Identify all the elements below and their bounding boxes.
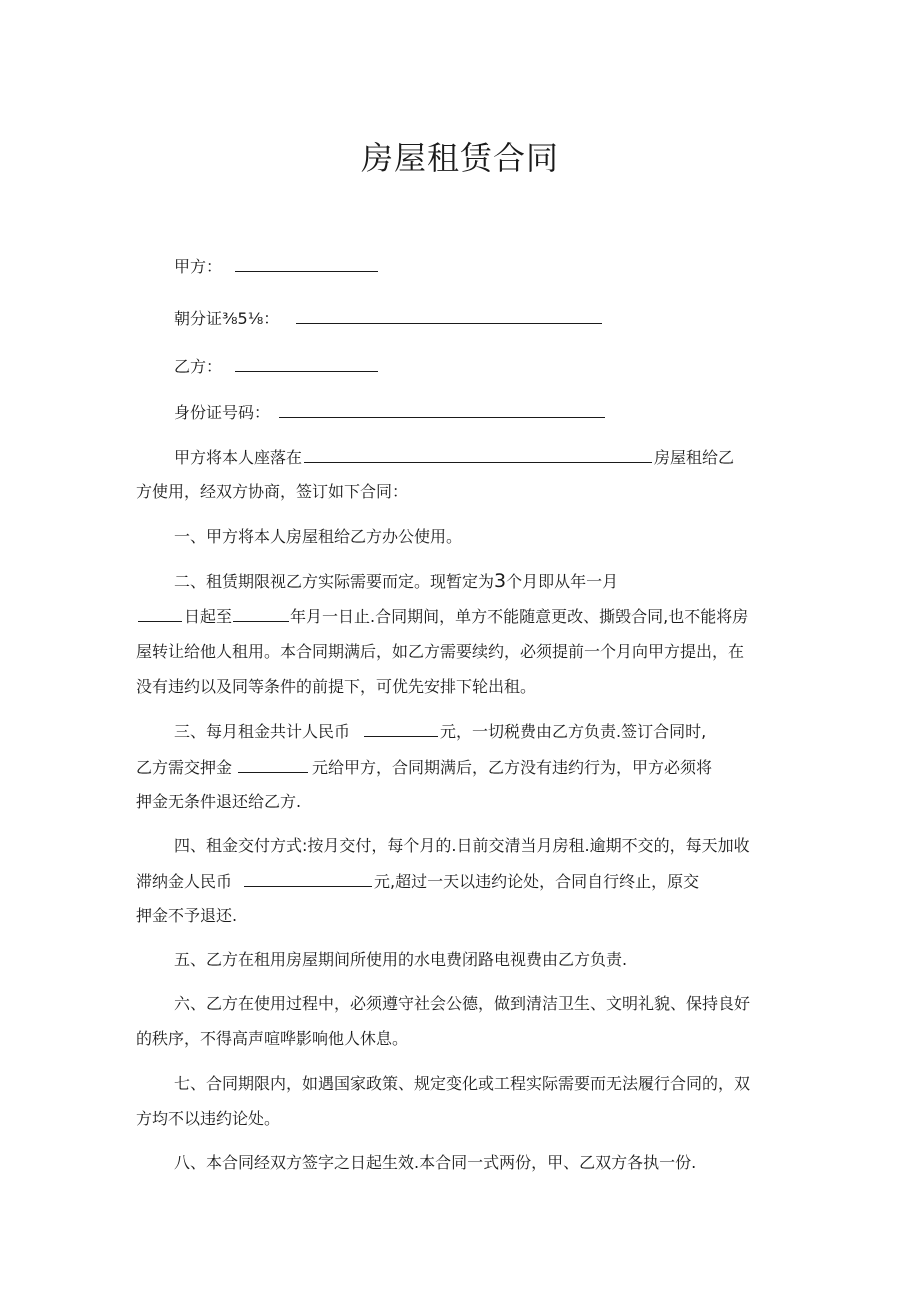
clause-3-line-3: 押金无条件退还给乙方. <box>136 792 302 811</box>
party-b-id-label: 身份证号码： <box>174 403 271 422</box>
clause-2-text-1: 二、租赁期限视乙方实际需要而定。现暂定为 <box>174 572 495 591</box>
party-a-id-blank <box>296 307 602 324</box>
clause-2-line-4: 没有违约以及同等条件的前提下，可优先安排下轮出租。 <box>136 677 537 696</box>
deposit-blank <box>238 756 308 773</box>
clause-6-line-1: 六、乙方在使用过程中，必须遵守社会公德，做到清洁卫生、文明礼貌、保持良好 <box>174 994 751 1013</box>
clause-3-line-2 <box>136 756 712 779</box>
clause-2-line-1 <box>174 570 618 593</box>
clause-3-text-1: 三、每月租金共计人民币 <box>174 722 351 741</box>
clause-2-text-2: 个月即从年一月 <box>506 572 619 591</box>
end-date-blank <box>233 605 289 622</box>
clause-4-line-2 <box>136 870 699 893</box>
document-title: 房屋租赁合同 <box>360 139 559 177</box>
clause-8: 八、本合同经双方签字之日起生效.本合同一式两份，甲、乙双方各执一份. <box>174 1153 697 1172</box>
intro-address-blank <box>304 446 652 463</box>
party-a-line <box>174 255 378 278</box>
party-a-blank <box>235 255 378 272</box>
party-b-line <box>174 355 378 378</box>
intro-line-1 <box>174 446 734 469</box>
party-b-blank <box>235 355 378 372</box>
clause-2-text-4: 年月一日止.合同期间，单方不能随意更改、撕毁合同,也不能将房 <box>290 607 749 626</box>
clause-4-text-1: 滞纳金人民币 <box>136 872 233 891</box>
monthly-rent-blank <box>364 720 438 737</box>
party-a-id-label: 朝分证⅜5⅛： <box>174 309 280 328</box>
clause-3-text-2: 元，一切税费由乙方负责.签订合同时, <box>440 722 707 741</box>
clause-3-text-3: 乙方需交押金 <box>136 758 233 777</box>
clause-4-line-1: 四、租金交付方式:按月交付，每个月的.日前交清当月房租.逾期不交的，每天加收 <box>174 836 750 855</box>
party-b-id-blank <box>279 401 605 418</box>
clause-6-line-2: 的秩序，不得高声喧哗影响他人休息。 <box>136 1029 409 1048</box>
clause-2-line-2 <box>138 605 748 628</box>
intro-text-2: 房屋租给乙 <box>654 448 735 467</box>
party-a-label: 甲方： <box>174 257 223 276</box>
clause-7-line-2: 方均不以违约论处。 <box>136 1109 281 1128</box>
clause-7-line-1: 七、合同期限内，如遇国家政策、规定变化或工程实际需要而无法履行合同的，双 <box>174 1074 751 1093</box>
intro-text-1: 甲方将本人座落在 <box>174 448 303 467</box>
clause-1: 一、甲方将本人房屋租给乙方办公使用。 <box>174 527 463 546</box>
party-b-label: 乙方： <box>174 357 223 376</box>
clause-2-line-3: 屋转让给他人租用。本合同期满后，如乙方需要续约，必须提前一个月向甲方提出，在 <box>136 642 745 661</box>
start-day-blank <box>138 605 182 622</box>
clause-4-line-3: 押金不予退还. <box>136 906 238 925</box>
clause-3-text-4: 元给甲方，合同期满后，乙方没有违约行为，甲方必须将 <box>312 758 713 777</box>
party-a-id-line <box>174 307 602 330</box>
party-b-id-line <box>174 401 605 424</box>
intro-line-2: 方使用，经双方协商，签订如下合同： <box>136 482 409 501</box>
clause-4-text-2: 元,超过一天以违约论处，合同自行终止，原交 <box>374 872 700 891</box>
clause-5: 五、乙方在租用房屋期间所使用的水电费闭路电视费由乙方负责. <box>174 950 628 969</box>
clause-3-line-1 <box>174 720 706 743</box>
late-fee-blank <box>244 870 372 887</box>
clause-2-text-3: 日起至 <box>184 607 233 626</box>
clause-2-months: 3 <box>494 570 507 592</box>
